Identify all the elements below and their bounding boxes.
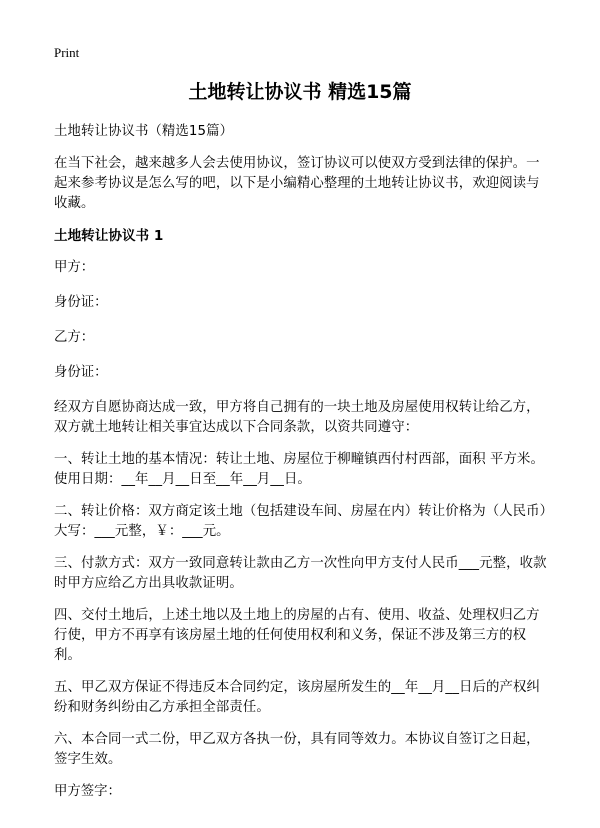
document-title: 土地转让协议书 精选15篇 (188, 81, 412, 103)
clause-3: 三、付款方式：双方一致同意转让款由乙方一次性向甲方支付人民币___元整，收款时甲方应给乙方出具收款证明。 (54, 556, 547, 591)
clause-2: 二、转让价格：双方商定该土地（包括建设车间、房屋在内）转让价格为（人民币）大写：___元整，￥：___元。 (54, 504, 547, 539)
party-b-field: 乙方： (54, 330, 95, 345)
party-b-id-field: 身份证： (54, 365, 108, 380)
document-subtitle: 土地转让协议书（精选15篇） (54, 124, 234, 139)
print-label[interactable]: Print (54, 45, 80, 60)
clause-4: 四、交付土地后，上述土地以及土地上的房屋的占有、使用、收益、处理权归乙方行使，甲方不再享有该房屋土地的任何使用权利和义务，保证不涉及第三方的权利。 (54, 608, 540, 663)
party-a-signature: 甲方签字： (54, 784, 121, 799)
party-a-field: 甲方： (54, 260, 95, 275)
clause-1: 一、转让土地的基本情况：转让土地、房屋位于柳疃镇西付村西部，面积 平方米。使用日期：__年__月__日至__年__月__日。 (54, 452, 545, 487)
section-heading: 土地转让协议书 1 (54, 228, 164, 244)
clause-5: 五、甲乙双方保证不得违反本合同约定，该房屋所发生的__年__月__日后的产权纠纷和财务纠纷由乙方承担全部责任。 (54, 680, 540, 715)
preamble-paragraph: 经双方自愿协商达成一致，甲方将自己拥有的一块土地及房屋使用权转让给乙方，双方就土地转让相关事宜达成以下合同条款，以资共同遵守： (54, 400, 540, 435)
document-body (54, 122, 552, 817)
intro-paragraph: 在当下社会，越来越多人会去使用协议，签订协议可以使双方受到法律的保护。一起来参考协议是怎么写的吧，以下是小编精心整理的土地转让协议书，欢迎阅读与收藏。 (54, 156, 540, 211)
party-a-id-field: 身份证： (54, 295, 108, 310)
clause-6: 六、本合同一式二份，甲乙双方各执一份，具有同等效力。本协议自签订之日起，签字生效。 (54, 732, 540, 767)
